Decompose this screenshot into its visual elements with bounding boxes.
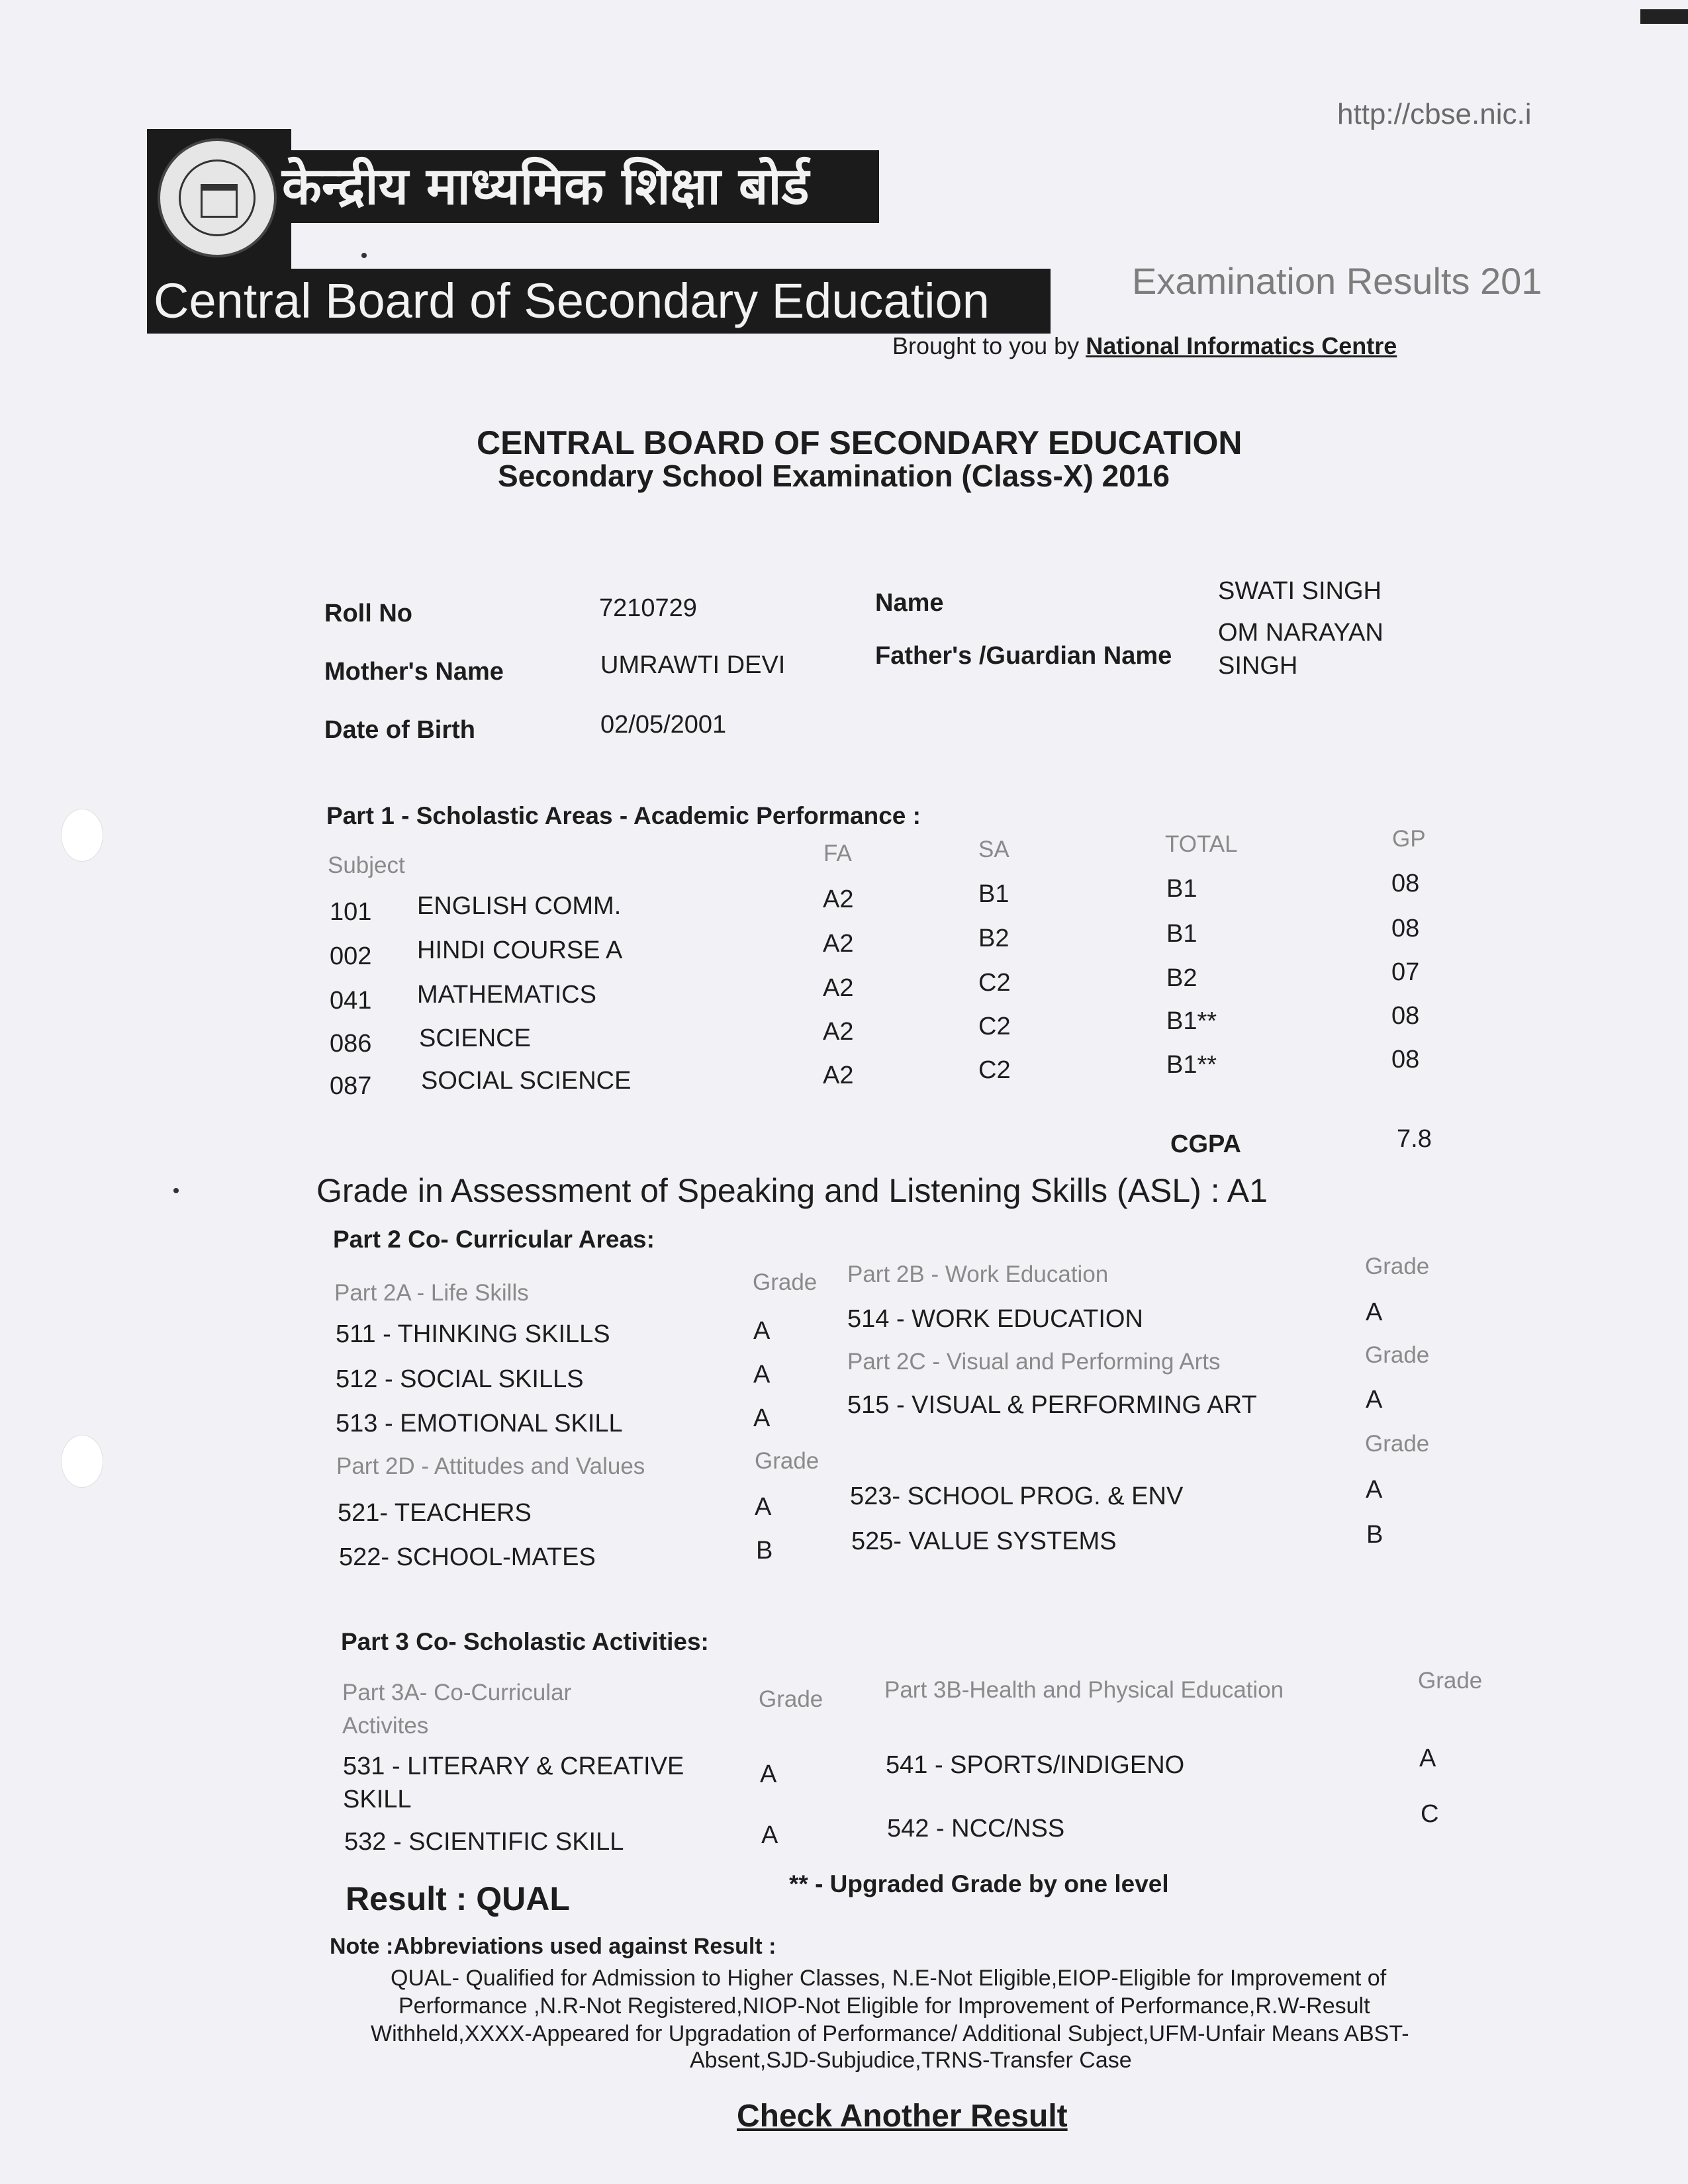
grade-label: Grade bbox=[1418, 1668, 1483, 1694]
part1-title: Part 1 - Scholastic Areas - Academic Performance : bbox=[326, 802, 921, 829]
punch-hole-top bbox=[61, 809, 103, 862]
visual-arts-grade: A bbox=[1366, 1386, 1383, 1414]
attitude-grade: A bbox=[1366, 1476, 1383, 1504]
subject-sa: B1 bbox=[978, 880, 1009, 908]
subject-gp: 08 bbox=[1391, 870, 1420, 897]
subject-code: 101 bbox=[330, 898, 372, 926]
check-another-result-link[interactable]: Check Another Result bbox=[737, 2099, 1068, 2134]
part2-title: Part 2 Co- Curricular Areas: bbox=[333, 1226, 655, 1253]
life-skill-grade: A bbox=[753, 1404, 771, 1432]
visual-arts-item: 515 - VISUAL & PERFORMING ART bbox=[847, 1391, 1257, 1419]
mother-value: UMRAWTI DEVI bbox=[600, 651, 786, 679]
dob-label: Date of Birth bbox=[324, 716, 475, 744]
result-status: Result : QUAL bbox=[346, 1880, 570, 1917]
subject-name: SCIENCE bbox=[419, 1024, 531, 1052]
brought-by-prefix: Brought to you by bbox=[892, 332, 1080, 359]
subject-name: ENGLISH COMM. bbox=[417, 892, 622, 920]
subject-gp: 08 bbox=[1391, 1046, 1420, 1073]
cbse-emblem bbox=[147, 129, 291, 273]
work-education-item: 514 - WORK EDUCATION bbox=[847, 1305, 1143, 1333]
subject-total: B1 bbox=[1166, 875, 1197, 903]
subject-name: MATHEMATICS bbox=[417, 981, 596, 1009]
note-title: Note :Abbreviations used against Result : bbox=[330, 1934, 776, 1959]
work-education-grade: A bbox=[1366, 1298, 1383, 1326]
subject-name: SOCIAL SCIENCE bbox=[421, 1067, 632, 1095]
brought-by bbox=[892, 332, 1397, 360]
site-url: http://cbse.nic.i bbox=[1337, 98, 1532, 130]
subject-gp: 07 bbox=[1391, 958, 1420, 986]
ncc-item: 542 - NCC/NSS bbox=[887, 1815, 1065, 1843]
note-line: Performance ,N.R-Not Registered,NIOP-Not Eligible for Improvement of Performance,R.W-Result bbox=[399, 1993, 1370, 2019]
scan-edge-mark bbox=[1640, 9, 1688, 24]
sports-item: 541 - SPORTS/INDIGENO bbox=[886, 1751, 1185, 1779]
father-label: Father's /Guardian Name bbox=[875, 642, 1172, 670]
life-skill-grade: A bbox=[753, 1317, 771, 1345]
attitude-item: 523- SCHOOL PROG. & ENV bbox=[850, 1482, 1184, 1510]
subject-total: B2 bbox=[1166, 964, 1197, 992]
part3-title: Part 3 Co- Scholastic Activities: bbox=[341, 1628, 709, 1655]
subject-total: B1 bbox=[1166, 920, 1197, 948]
header-sa: SA bbox=[978, 837, 1009, 862]
part3a-title-line1: Part 3A- Co-Curricular bbox=[342, 1680, 572, 1706]
scan-speck bbox=[361, 253, 367, 258]
father-value-line2: SINGH bbox=[1218, 652, 1298, 680]
grade-label: Grade bbox=[1365, 1342, 1430, 1368]
subject-sa: B2 bbox=[978, 925, 1009, 952]
header-subject: Subject bbox=[328, 852, 405, 878]
grade-label: Grade bbox=[759, 1686, 823, 1712]
subject-fa: A2 bbox=[823, 886, 854, 913]
subject-code: 002 bbox=[330, 942, 372, 970]
mother-label: Mother's Name bbox=[324, 658, 504, 686]
ncc-grade: C bbox=[1421, 1800, 1439, 1828]
part3a-title-line2: Activites bbox=[342, 1713, 429, 1739]
subject-code: 041 bbox=[330, 987, 372, 1015]
subject-sa: C2 bbox=[978, 1056, 1011, 1084]
exam-title: Secondary School Examination (Class-X) 2016 bbox=[498, 459, 1170, 493]
literary-skill-grade: A bbox=[760, 1760, 777, 1788]
cgpa-value: 7.8 bbox=[1397, 1125, 1432, 1153]
subject-sa: C2 bbox=[978, 969, 1011, 997]
subject-total: B1** bbox=[1166, 1007, 1217, 1035]
attitude-grade: B bbox=[1366, 1521, 1383, 1549]
part3b-title: Part 3B-Health and Physical Education bbox=[884, 1677, 1284, 1703]
grade-label: Grade bbox=[1365, 1253, 1430, 1279]
subject-fa: A2 bbox=[823, 930, 854, 958]
attitude-item: 522- SCHOOL-MATES bbox=[339, 1543, 596, 1571]
upgrade-note: ** - Upgraded Grade by one level bbox=[789, 1870, 1169, 1897]
note-line: QUAL- Qualified for Admission to Higher Classes, N.E-Not Eligible,EIOP-Eligible for Improvement of bbox=[391, 1966, 1387, 1991]
subject-sa: C2 bbox=[978, 1013, 1011, 1040]
life-skill-item: 513 - EMOTIONAL SKILL bbox=[336, 1410, 623, 1437]
subject-total: B1** bbox=[1166, 1051, 1217, 1079]
subject-code: 087 bbox=[330, 1072, 372, 1100]
father-value-line1: OM NARAYAN bbox=[1218, 619, 1383, 647]
roll-label: Roll No bbox=[324, 600, 412, 627]
part2b-title: Part 2B - Work Education bbox=[847, 1261, 1109, 1287]
grade-label: Grade bbox=[753, 1269, 818, 1295]
grade-label: Grade bbox=[755, 1448, 820, 1474]
attitude-grade: A bbox=[755, 1493, 772, 1521]
part2d-title: Part 2D - Attitudes and Values bbox=[336, 1453, 645, 1479]
subject-name: HINDI COURSE A bbox=[417, 936, 623, 964]
subject-gp: 08 bbox=[1391, 915, 1420, 942]
part2c-title: Part 2C - Visual and Performing Arts bbox=[847, 1349, 1221, 1375]
name-value: SWATI SINGH bbox=[1218, 577, 1382, 605]
scientific-skill-item: 532 - SCIENTIFIC SKILL bbox=[344, 1828, 624, 1856]
life-skill-item: 511 - THINKING SKILLS bbox=[336, 1320, 610, 1348]
subject-gp: 08 bbox=[1391, 1002, 1420, 1030]
nic-link[interactable]: National Informatics Centre bbox=[1086, 332, 1397, 359]
subject-fa: A2 bbox=[823, 974, 854, 1002]
header-total: TOTAL bbox=[1165, 831, 1238, 857]
attitude-item: 521- TEACHERS bbox=[338, 1499, 532, 1527]
literary-skill-line1: 531 - LITERARY & CREATIVE bbox=[343, 1752, 684, 1780]
attitude-grade: B bbox=[756, 1537, 773, 1565]
header-fa: FA bbox=[823, 841, 852, 866]
dob-value: 02/05/2001 bbox=[600, 711, 727, 739]
subject-fa: A2 bbox=[823, 1018, 854, 1046]
hindi-title: केन्द्रीय माध्यमिक शिक्षा बोर्ड bbox=[277, 150, 879, 223]
scan-speck bbox=[173, 1188, 179, 1193]
sports-grade: A bbox=[1419, 1745, 1436, 1772]
life-skill-grade: A bbox=[753, 1361, 771, 1388]
part2a-title: Part 2A - Life Skills bbox=[334, 1280, 529, 1306]
scientific-skill-grade: A bbox=[761, 1821, 778, 1849]
literary-skill-line2: SKILL bbox=[343, 1786, 412, 1813]
subject-code: 086 bbox=[330, 1030, 372, 1058]
note-line: Absent,SJD-Subjudice,TRNS-Transfer Case bbox=[690, 2048, 1132, 2073]
note-line: Withheld,XXXX-Appeared for Upgradation of Performance/ Additional Subject,UFM-Unfair Means ABST- bbox=[371, 2021, 1409, 2046]
asl-grade: Grade in Assessment of Speaking and Listening Skills (ASL) : A1 bbox=[316, 1172, 1268, 1209]
subject-fa: A2 bbox=[823, 1062, 854, 1089]
roll-value: 7210729 bbox=[599, 594, 697, 622]
name-label: Name bbox=[875, 589, 944, 617]
board-title: CENTRAL BOARD OF SECONDARY EDUCATION bbox=[477, 424, 1243, 461]
grade-label: Grade bbox=[1365, 1431, 1430, 1457]
life-skill-item: 512 - SOCIAL SKILLS bbox=[336, 1365, 584, 1393]
exam-results-heading: Examination Results 201 bbox=[1132, 260, 1542, 302]
cgpa-label: CGPA bbox=[1170, 1130, 1241, 1158]
punch-hole-bottom bbox=[61, 1435, 103, 1488]
header-gp: GP bbox=[1392, 826, 1426, 852]
english-title: Central Board of Secondary Education bbox=[147, 269, 1051, 334]
attitude-item: 525- VALUE SYSTEMS bbox=[851, 1527, 1117, 1555]
